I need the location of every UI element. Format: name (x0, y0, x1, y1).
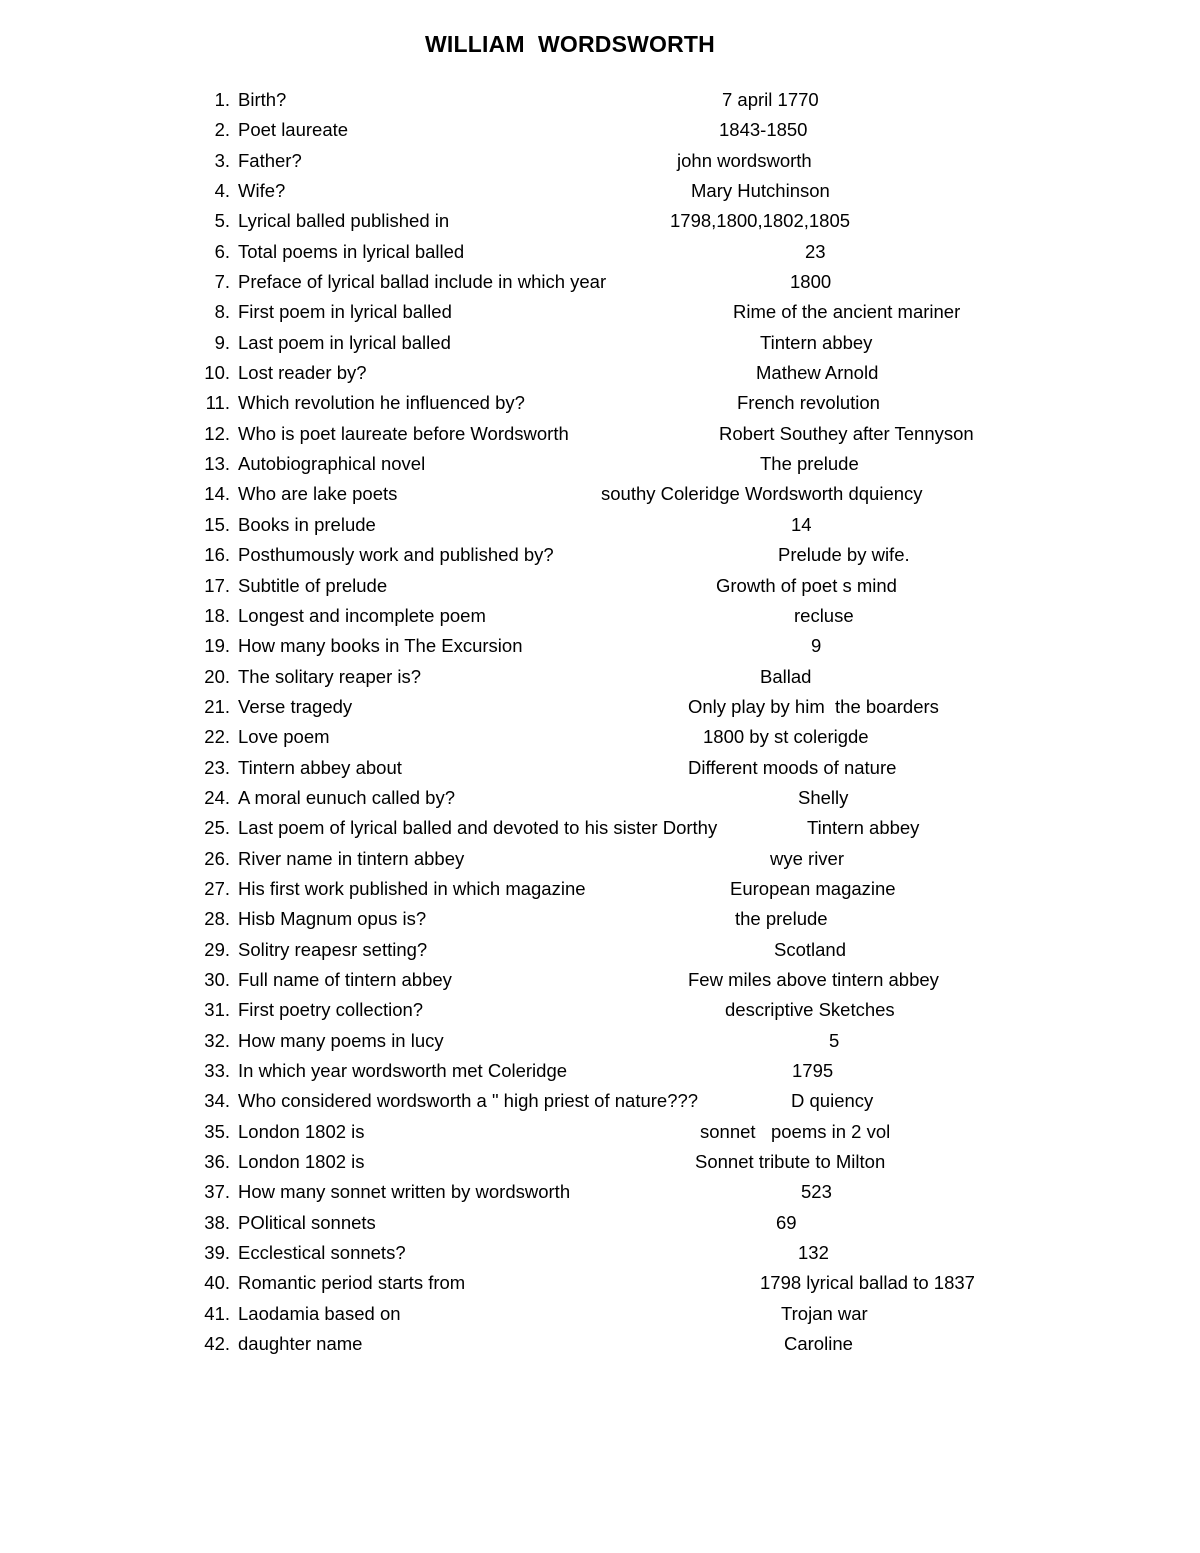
answer-text: 1798 lyrical ballad to 1837 (760, 1272, 975, 1294)
item-number: 11. (205, 392, 230, 414)
answer-text: 1798,1800,1802,1805 (670, 210, 851, 232)
question-text: Verse tragedy (238, 695, 353, 717)
answer-text: Caroline (784, 1333, 853, 1355)
question-text: Last poem of lyrical balled and devoted to his sister Dorthy (238, 817, 718, 839)
item-number: 23. (204, 756, 230, 778)
list-item (0, 845, 1200, 875)
answer-text: Only play by him the boarders (688, 695, 939, 717)
item-number: 20. (204, 665, 230, 687)
list-item (0, 632, 1200, 662)
item-number: 25. (204, 817, 230, 839)
question-text: A moral eunuch called by? (238, 786, 455, 808)
list-item (0, 693, 1200, 723)
list-item (0, 1269, 1200, 1299)
question-text: How many sonnet written by wordsworth (238, 1181, 571, 1203)
list-item (0, 86, 1200, 116)
page-title: WILLIAM WORDSWORTH (425, 31, 715, 57)
answer-text: the prelude (735, 908, 828, 930)
answer-text: European magazine (730, 877, 896, 899)
question-text: Laodamia based on (238, 1302, 401, 1324)
question-text: Autobiographical novel (238, 453, 426, 475)
list-item (0, 147, 1200, 177)
question-text: Who is poet laureate before Wordsworth (238, 422, 569, 444)
item-number: 12. (204, 422, 230, 444)
question-text: Tintern abbey about (238, 756, 402, 778)
answer-text: 23 (805, 240, 826, 262)
question-text: Poet laureate (238, 119, 349, 141)
item-number: 18. (204, 604, 230, 626)
item-number: 17. (204, 574, 230, 596)
question-answer-list (0, 86, 1200, 1360)
answer-text: 7 april 1770 (722, 89, 819, 110)
list-item (0, 480, 1200, 510)
list-item (0, 602, 1200, 632)
item-number: 42. (204, 1333, 230, 1355)
list-item (0, 177, 1200, 207)
question-text: The solitary reaper is? (238, 665, 422, 687)
question-text: Who are lake poets (238, 483, 398, 505)
list-item (0, 966, 1200, 996)
question-text: Hisb Magnum opus is? (238, 908, 427, 930)
item-number: 6. (214, 240, 230, 262)
item-number: 21. (204, 695, 230, 717)
item-number: 41. (204, 1302, 230, 1324)
list-item (0, 541, 1200, 571)
item-number: 10. (204, 362, 230, 384)
list-item (0, 1330, 1200, 1360)
answer-text: sonnet poems in 2 vol (700, 1120, 891, 1142)
question-text: Subtitle of prelude (238, 574, 388, 596)
question-text: daughter name (238, 1333, 363, 1355)
answer-text: Robert Southey after Tennyson (719, 422, 974, 444)
item-number: 14. (204, 483, 230, 505)
question-text: Full name of tintern abbey (238, 968, 452, 990)
answer-text: southy Coleridge Wordsworth dquiency (601, 483, 923, 505)
question-text: First poetry collection? (238, 999, 424, 1021)
question-text: Which revolution he influenced by? (238, 392, 525, 414)
list-item (0, 329, 1200, 359)
list-item (0, 359, 1200, 389)
list-item (0, 936, 1200, 966)
list-item (0, 784, 1200, 814)
item-number: 22. (204, 726, 230, 748)
answer-text: john wordsworth (677, 149, 812, 171)
answer-text: Sonnet tribute to Milton (695, 1151, 886, 1173)
item-number: 27. (204, 877, 230, 899)
list-item (0, 1087, 1200, 1117)
answer-text: Few miles above tintern abbey (688, 968, 939, 990)
list-item (0, 1300, 1200, 1330)
question-text: Ecclestical sonnets? (238, 1242, 406, 1264)
question-text: Books in prelude (238, 513, 376, 535)
question-text: Total poems in lyrical balled (238, 240, 465, 262)
list-item (0, 238, 1200, 268)
question-text: Lyrical balled published in (238, 210, 450, 232)
item-number: 7. (214, 271, 230, 293)
item-number: 19. (204, 635, 230, 657)
question-text: Longest and incomplete poem (238, 604, 486, 626)
item-number: 35. (204, 1120, 230, 1142)
answer-text: 132 (798, 1242, 829, 1264)
answer-text: The prelude (760, 453, 859, 475)
question-text: Who considered wordsworth a " high priest of nature??? (238, 1090, 699, 1112)
list-item (0, 754, 1200, 784)
list-item (0, 116, 1200, 146)
answer-text: 1800 (790, 271, 832, 293)
answer-text: 1795 (792, 1060, 834, 1081)
item-number: 8. (214, 301, 230, 323)
question-text: Romantic period starts from (238, 1272, 466, 1294)
list-item (0, 996, 1200, 1026)
question-text: His first work published in which magazine (238, 877, 586, 899)
question-text: Love poem (238, 726, 330, 748)
answer-text: recluse (794, 604, 854, 626)
list-item (0, 663, 1200, 693)
item-number: 4. (214, 180, 230, 202)
item-number: 30. (204, 968, 230, 990)
item-number: 13. (204, 453, 230, 475)
list-item (0, 1209, 1200, 1239)
answer-text: Growth of poet s mind (716, 574, 897, 596)
answer-text: 5 (829, 1029, 840, 1051)
list-item (0, 389, 1200, 419)
list-item (0, 1118, 1200, 1148)
question-text: POlitical sonnets (238, 1211, 376, 1233)
answer-text: Mathew Arnold (756, 362, 879, 384)
question-text: How many poems in lucy (238, 1029, 444, 1051)
item-number: 37. (204, 1181, 230, 1203)
question-text: First poem in lyrical balled (238, 301, 452, 323)
list-item (0, 268, 1200, 298)
answer-text: Shelly (798, 786, 849, 808)
answer-text: Trojan war (781, 1302, 868, 1324)
answer-text: Ballad (760, 665, 812, 687)
answer-text: 1800 by st colerigde (703, 726, 869, 748)
answer-text: Scotland (774, 938, 846, 960)
question-text: Posthumously work and published by? (238, 544, 554, 566)
item-number: 9. (214, 331, 230, 353)
item-number: 3. (214, 149, 230, 171)
question-text: London 1802 is (238, 1151, 365, 1173)
list-item (0, 450, 1200, 480)
item-number: 38. (204, 1211, 230, 1233)
answer-text: 14 (791, 513, 812, 535)
item-number: 16. (204, 544, 230, 566)
item-number: 36. (204, 1151, 230, 1173)
question-text: Wife? (238, 180, 286, 202)
answer-text: French revolution (737, 392, 880, 414)
list-item (0, 1148, 1200, 1178)
item-number: 29. (204, 938, 230, 960)
list-item (0, 1057, 1200, 1087)
question-text: Preface of lyrical ballad include in which year (238, 271, 607, 293)
list-item (0, 1239, 1200, 1269)
answer-text: 9 (811, 635, 822, 657)
answer-text: Different moods of nature (688, 756, 897, 778)
list-item (0, 1178, 1200, 1208)
answer-text: 1843-1850 (719, 119, 808, 141)
item-number: 39. (204, 1242, 230, 1264)
item-number: 5. (214, 210, 230, 232)
list-item (0, 420, 1200, 450)
item-number: 28. (204, 908, 230, 930)
answer-text: Rime of the ancient mariner (733, 301, 961, 323)
question-text: Last poem in lyrical balled (238, 331, 451, 353)
answer-text: Mary Hutchinson (691, 180, 830, 202)
question-text: Birth? (238, 89, 287, 110)
answer-text: Tintern abbey (760, 331, 873, 353)
item-number: 26. (204, 847, 230, 869)
question-text: River name in tintern abbey (238, 847, 465, 869)
list-item (0, 905, 1200, 935)
question-text: Lost reader by? (238, 362, 367, 384)
answer-text: 523 (801, 1181, 832, 1203)
question-text: How many books in The Excursion (238, 635, 523, 657)
item-number: 24. (204, 786, 230, 808)
item-number: 32. (204, 1029, 230, 1051)
answer-text: wye river (770, 847, 845, 869)
list-item (0, 511, 1200, 541)
answer-text: D quiency (791, 1090, 874, 1112)
answer-text: Tintern abbey (807, 817, 920, 839)
item-number: 34. (204, 1090, 230, 1112)
question-text: London 1802 is (238, 1120, 365, 1142)
question-text: Solitry reapesr setting? (238, 938, 428, 960)
answer-text: descriptive Sketches (725, 999, 895, 1021)
list-item (0, 814, 1200, 844)
question-text: Father? (238, 149, 302, 171)
answer-text: 69 (776, 1211, 797, 1233)
question-text: In which year wordsworth met Coleridge (238, 1060, 568, 1081)
answer-text: Prelude by wife. (778, 544, 910, 566)
item-number: 31. (204, 999, 230, 1021)
item-number: 1. (214, 89, 230, 110)
item-number: 2. (214, 119, 230, 141)
list-item (0, 298, 1200, 328)
item-number: 40. (204, 1272, 230, 1294)
item-number: 15. (204, 513, 230, 535)
list-item (0, 207, 1200, 237)
list-item (0, 875, 1200, 905)
list-item (0, 1027, 1200, 1057)
list-item (0, 572, 1200, 602)
item-number: 33. (204, 1060, 230, 1081)
list-item (0, 723, 1200, 753)
